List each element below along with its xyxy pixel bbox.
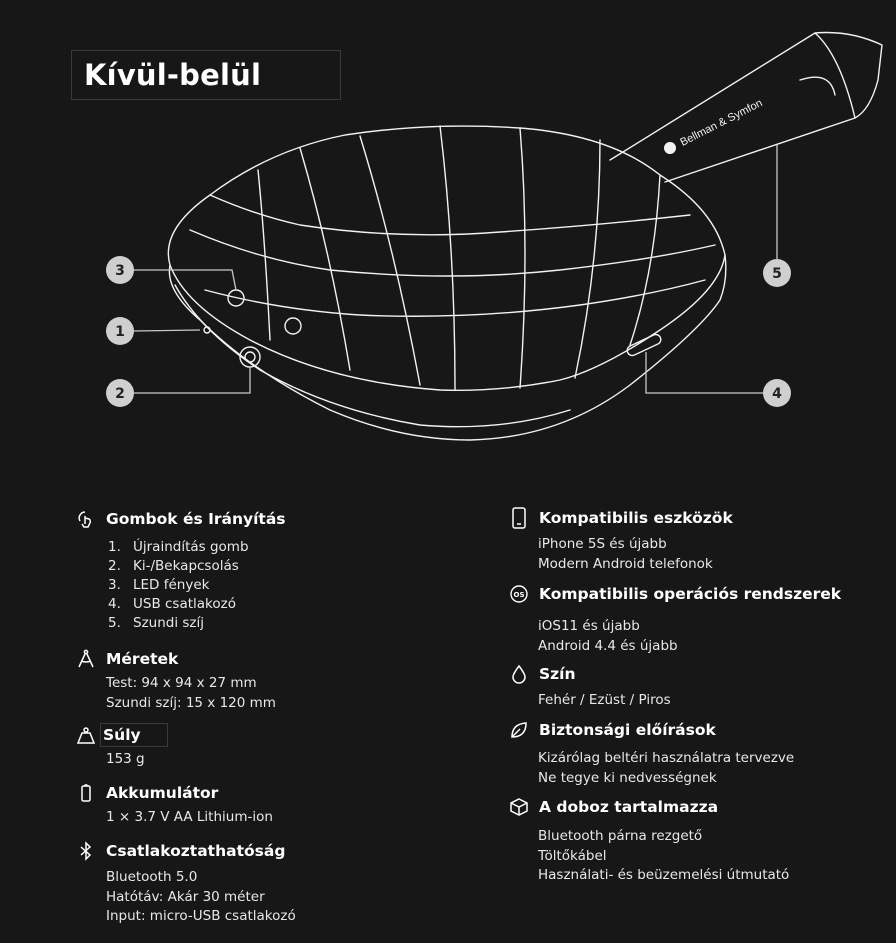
dimensions-section (76, 648, 276, 713)
weight-value: 153 g (106, 751, 145, 767)
devices-line: iPhone 5S és újabb (538, 536, 667, 552)
battery-value: 1 × 3.7 V AA Lithium-ion (106, 809, 273, 825)
box-icon (509, 796, 529, 818)
connectivity-line: Bluetooth 5.0 (106, 869, 198, 885)
product-illustration (0, 0, 896, 470)
box-line: Töltőkábel (538, 847, 607, 864)
box-section (509, 796, 789, 886)
connectivity-line: Hatótáv: Akár 30 méter (106, 888, 265, 905)
leaf-icon (509, 719, 529, 741)
controls-heading: Gombok és Irányítás (106, 510, 286, 528)
battery-section (76, 782, 273, 828)
connectivity-heading: Csatlakoztathatóság (106, 842, 286, 860)
safety-heading: Biztonsági előírások (539, 721, 716, 739)
color-heading: Szín (539, 665, 576, 683)
safety-line: Ne tegye ki nedvességnek (538, 769, 717, 786)
svg-text:OS: OS (513, 591, 525, 599)
dimensions-line: Szundi szíj: 15 x 120 mm (106, 694, 276, 711)
list-item: 3. LED fények (108, 577, 210, 593)
weight-icon (76, 724, 96, 746)
os-heading: Kompatibilis operációs rendszerek (539, 585, 842, 603)
box-line: Használati- és beüzemelési útmutató (538, 867, 790, 883)
devices-line: Modern Android telefonok (538, 555, 713, 572)
brand-label: Bellman & Symfon (678, 97, 765, 149)
dimensions-line: Test: 94 x 94 x 27 mm (106, 675, 257, 691)
color-value: Fehér / Ezüst / Piros (538, 692, 671, 708)
battery-icon (76, 782, 96, 804)
connectivity-section (76, 840, 296, 927)
safety-line: Kizárólag beltéri használatra tervezve (538, 750, 795, 766)
svg-text:4: 4 (772, 386, 782, 402)
list-item: 1. Újraindítás gomb (108, 539, 249, 555)
box-line: Bluetooth párna rezgető (538, 828, 703, 844)
svg-text:5: 5 (772, 266, 782, 282)
os-section (509, 583, 841, 656)
weight-heading: Súly (100, 723, 168, 747)
compass-icon (76, 648, 96, 670)
os-icon (509, 583, 529, 605)
os-line: Android 4.4 és újabb (538, 637, 678, 654)
controls-section (76, 508, 286, 633)
svg-text:3: 3 (115, 263, 125, 279)
box-heading: A doboz tartalmazza (539, 798, 719, 816)
phone-icon (509, 507, 529, 529)
devices-section (509, 507, 733, 574)
svg-text:1: 1 (115, 324, 125, 340)
os-line: iOS11 és újabb (538, 618, 640, 634)
callout-2 (106, 379, 134, 407)
callout-4 (763, 379, 791, 407)
touch-icon (76, 508, 96, 530)
dimensions-heading: Méretek (106, 650, 179, 668)
color-section (509, 663, 671, 711)
callout-5 (763, 259, 791, 287)
callout-1 (106, 317, 134, 345)
battery-heading: Akkumulátor (106, 784, 219, 802)
list-item: 2. Ki-/Bekapcsolás (108, 558, 239, 574)
devices-heading: Kompatibilis eszközök (539, 509, 733, 527)
svg-text:2: 2 (115, 386, 125, 402)
bluetooth-icon (76, 840, 96, 862)
weight-section (76, 724, 168, 770)
safety-section (509, 719, 794, 788)
drop-icon (509, 663, 529, 685)
list-item: 5. Szundi szíj (108, 615, 205, 631)
connectivity-line: Input: micro-USB csatlakozó (106, 908, 296, 924)
list-item: 4. USB csatlakozó (108, 596, 236, 612)
page-title: Kívül-belül (71, 50, 341, 100)
callout-3 (106, 256, 134, 284)
